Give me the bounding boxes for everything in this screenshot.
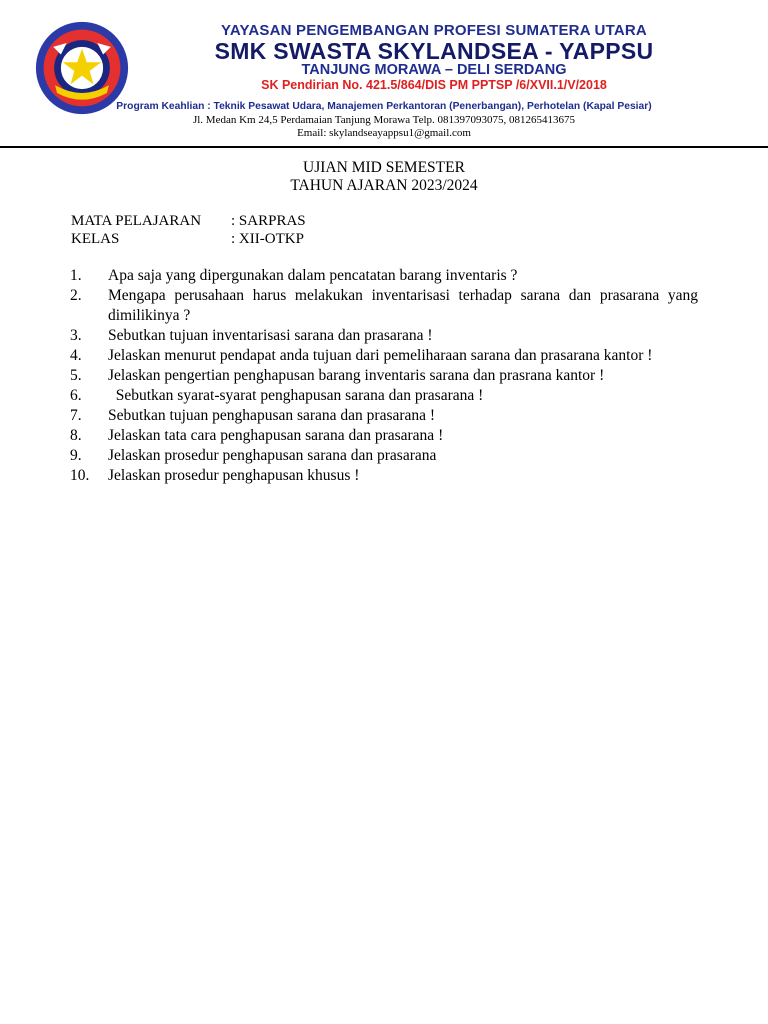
class-value: : XII-OTKP (231, 231, 304, 247)
sk-number: SK Pendirian No. 421.5/864/DIS PM PPTSP /6/XVII.1/V/2018 (261, 78, 607, 92)
question-text: Mengapa perusahaan harus melakukan inventarisasi terhadap sarana dan prasarana yang dimilikinya ? (108, 287, 698, 324)
class-row (71, 231, 304, 248)
question-number: 4. (70, 347, 82, 364)
question-item (70, 266, 698, 286)
question-item (70, 446, 698, 466)
question-item (70, 366, 698, 386)
subject-row (71, 213, 306, 230)
question-text: Sebutkan syarat-syarat penghapusan sarana dan prasarana ! (108, 387, 484, 404)
question-item (70, 326, 698, 346)
question-item (70, 466, 698, 486)
question-list (70, 266, 698, 486)
question-text: Jelaskan menurut pendapat anda tujuan dari pemeliharaan sarana dan prasarana kantor ! (108, 347, 653, 364)
question-number: 9. (70, 447, 82, 464)
question-number: 6. (70, 387, 82, 404)
question-number: 8. (70, 427, 82, 444)
school-name: SMK SWASTA SKYLANDSEA - YAPPSU (214, 38, 654, 64)
question-text: Sebutkan tujuan inventarisasi sarana dan prasarana ! (108, 327, 433, 344)
subject-label: MATA PELAJARAN (71, 213, 202, 229)
question-text: Jelaskan prosedur penghapusan khusus ! (108, 467, 360, 484)
question-text: Sebutkan tujuan penghapusan sarana dan prasarana ! (108, 407, 436, 424)
header-divider (0, 146, 768, 148)
question-number: 1. (70, 267, 82, 284)
foundation-name: YAYASAN PENGEMBANGAN PROFESI SUMATERA UTARA (221, 22, 647, 39)
question-number: 7. (70, 407, 82, 424)
subject-value: : SARPRAS (231, 213, 306, 229)
question-number: 10. (70, 467, 90, 484)
letterhead-text (134, 22, 734, 93)
academic-year: TAHUN AJARAN 2023/2024 (290, 177, 478, 194)
school-email: Email: skylandseayappsu1@gmail.com (297, 127, 471, 139)
question-number: 3. (70, 327, 82, 344)
question-item (70, 406, 698, 426)
question-item (70, 286, 698, 326)
question-text: Apa saja yang dipergunakan dalam pencatatan barang inventaris ? (108, 267, 518, 284)
question-text: Jelaskan pengertian penghapusan barang inventaris sarana dan prasrana kantor ! (108, 367, 605, 384)
question-item (70, 386, 698, 406)
school-address: Jl. Medan Km 24,5 Perdamaian Tanjung Morawa Telp. 081397093075, 081265413675 (192, 114, 576, 126)
question-number: 2. (70, 287, 82, 304)
program-list: Program Keahlian : Teknik Pesawat Udara, Manajemen Perkantoran (Penerbangan), Perhotelan (Kapal Pesiar) (116, 101, 652, 112)
question-item (70, 346, 698, 366)
school-location: TANJUNG MORAWA – DELI SERDANG (301, 62, 567, 78)
class-label: KELAS (71, 231, 120, 247)
question-number: 5. (70, 367, 82, 384)
question-item (70, 426, 698, 446)
question-text: Jelaskan tata cara penghapusan sarana dan prasarana ! (108, 427, 444, 444)
question-text: Jelaskan prosedur penghapusan sarana dan prasarana (108, 447, 437, 464)
exam-title: UJIAN MID SEMESTER (303, 159, 465, 176)
